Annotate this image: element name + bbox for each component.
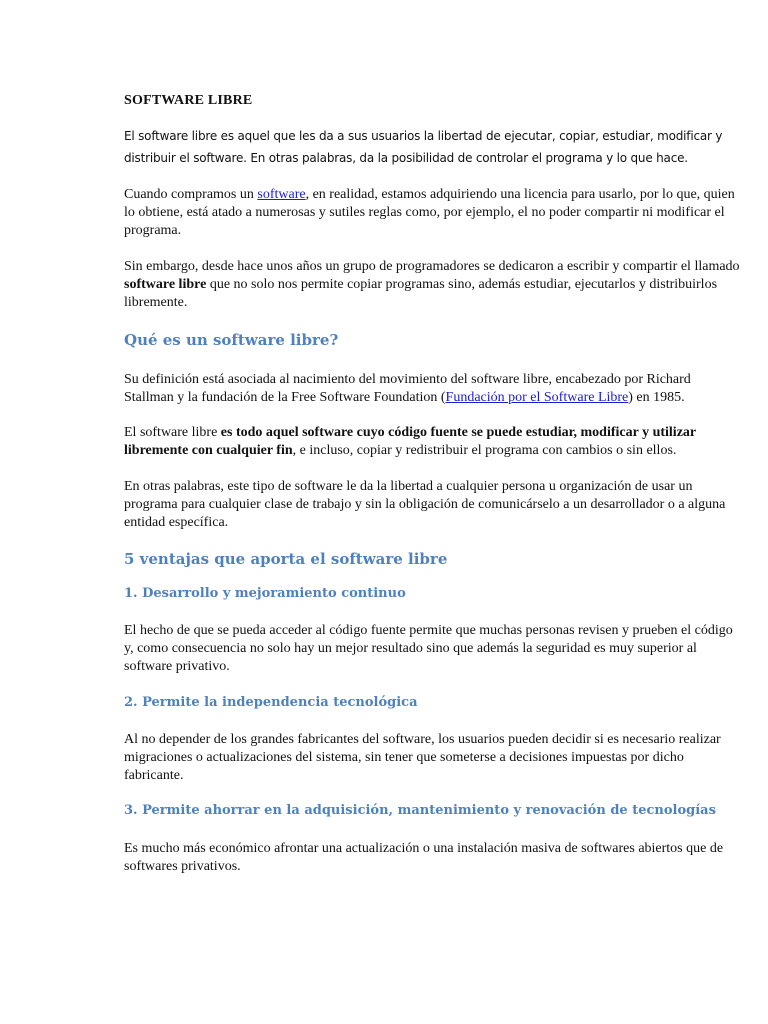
intro-paragraph: El software libre es aquel que les da a sus usuarios la libertad de ejecutar, copiar, estudiar, modificar y distribuir el software. En otras palabras, da la posibilidad de controlar el programa y lo que hace.: [124, 129, 723, 165]
paragraph-text: , e incluso, copiar y redistribuir el programa con cambios o sin ellos.: [292, 443, 677, 458]
paragraph-text: que no solo nos permite copiar programas sino, además estudiar, ejecutarlos y distribuirlos libremente.: [124, 277, 718, 310]
bold-text: es todo aquel software cuyo código fuente se puede estudiar, modificar y utilizar libremente con cualquier fin: [124, 425, 696, 458]
paragraph-text: Cuando compramos un: [124, 187, 258, 202]
bold-text: software libre: [124, 277, 207, 292]
heading-ventajas: 5 ventajas que aporta el software libre: [124, 550, 448, 568]
paragraph-text: El software libre: [124, 425, 221, 440]
heading-ventaja-2: 2. Permite la independencia tecnológica: [124, 695, 418, 710]
paragraph-text: , en realidad, estamos adquiriendo una licencia para usarlo, por lo que, quien lo obtiene, está atado a numerosas y sutiles reglas como, por ejemplo, el no poder compartir ni modificar el programa.: [124, 187, 735, 238]
heading-que-es: Qué es un software libre?: [124, 331, 339, 349]
paragraph-licencia: [124, 186, 744, 240]
paragraph-text: Su definición está asociada al nacimiento del movimiento del software libre, encabezado por Richard Stallman y la fundación de la Free Software Foundation (: [124, 372, 691, 405]
fundacion-link[interactable]: Fundación por el Software Libre: [445, 390, 629, 405]
paragraph-programadores: [124, 258, 744, 312]
paragraph-ventaja-1: El hecho de que se pueda acceder al código fuente permite que muchas personas revisen y prueben el código y, como consecuencia no solo hay un mejor resultado sino que además la seguridad es muy superior al software privativo.: [124, 623, 733, 674]
paragraph-ventaja-3: Es mucho más económico afrontar una actualización o una instalación masiva de softwares abiertos que de softwares privativos.: [124, 841, 724, 874]
software-link[interactable]: software: [257, 187, 306, 202]
document-title: SOFTWARE LIBRE: [124, 93, 253, 108]
paragraph-text: ) en 1985.: [628, 390, 685, 405]
paragraph-definicion: [124, 371, 744, 407]
paragraph-text: Sin embargo, desde hace unos años un grupo de programadores se dedicaron a escribir y compartir el llamado: [124, 259, 740, 274]
heading-ventaja-3: 3. Permite ahorrar en la adquisición, mantenimiento y renovación de tecnologías: [124, 803, 716, 818]
heading-ventaja-1: 1. Desarrollo y mejoramiento continuo: [124, 586, 406, 601]
paragraph-otras-palabras: En otras palabras, este tipo de software le da la libertad a cualquier persona u organización de usar un programa para cualquier clase de trabajo y sin la obligación de comunicárselo a un desarrollador o a alguna entidad específica.: [124, 479, 726, 530]
paragraph-ventaja-2: Al no depender de los grandes fabricantes del software, los usuarios pueden decidir si es necesario realizar migraciones o actualizaciones del sistema, sin tener que someterse a decisiones impuestas por dicho fabricante.: [124, 732, 721, 783]
paragraph-codigo-fuente: [124, 424, 744, 460]
